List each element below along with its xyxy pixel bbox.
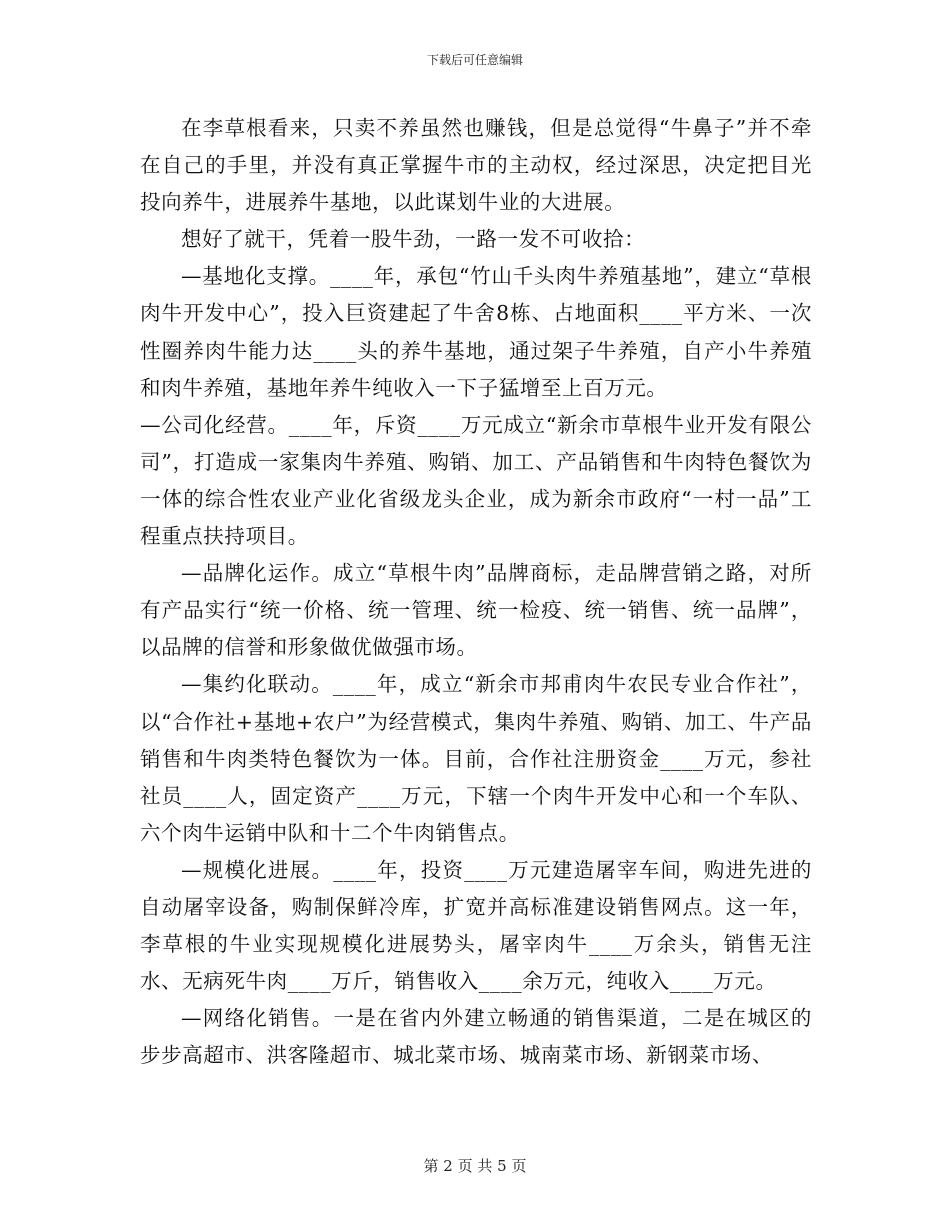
paragraph-7: —规模化进展。____年，投资____万元建造屠宰车间，购进先进的自动屠宰设备，购制保鲜冷库，扩宽并高标准建设销售网点。这一年，李草根的牛业实现规模化进展势头，屠宰肉牛____万余头，销售无注水、无病死牛肉____万斤，销售收入____余万元，纯收入____万元。 — [140, 857, 812, 994]
paragraph-4: —公司化经营。____年，斥资____万元成立“新余市草根牛业开发有限公司”，打造成一家集肉牛养殖、购销、加工、产品销售和牛肉特色餐饮为一体的综合性农业产业化省级龙头企业，成为新余市政府“一村一品”工程重点扶持项目。 — [140, 412, 812, 549]
paragraph-5: —品牌化运作。成立“草根牛肉”品牌商标，走品牌营销之路，对所有产品实行“统一价格、统一管理、统一检疫、统一销售、统一品牌”，以品牌的信誉和形象做优做强市场。 — [140, 561, 812, 660]
paragraph-3: —基地化支撑。____年，承包“竹山千头肉牛养殖基地”，建立“草根肉牛开发中心”，投入巨资建起了牛舍8栋、占地面积____平方米、一次性圈养肉牛能力达____头的养牛基地，通过架子牛养殖，自产小牛养殖和肉牛养殖，基地年养牛纯收入一下子猛增至上百万元。 — [140, 264, 812, 400]
paragraph-1: 在李草根看来，只卖不养虽然也赚钱，但是总觉得“牛鼻子”并不牵在自己的手里，并没有真正掌握牛市的主动权，经过深思，决定把目光投向养牛，进展养牛基地，以此谋划牛业的大进展。 — [140, 116, 812, 215]
page-footer: 第 2 页 共 5 页 — [423, 1157, 527, 1175]
document-body — [140, 110, 812, 1074]
paragraph-6: —集约化联动。____年，成立“新余市邦甫肉牛农民专业合作社”，以“合作社+基地+农户”为经营模式，集肉牛养殖、购销、加工、牛产品销售和牛肉类特色餐饮为一体。目前，合作社注册资金____万元，参社社员____人，固定资产____万元，下辖一个肉牛开发中心和一个车队、六个肉牛运销中队和十二个牛肉销售点。 — [140, 672, 812, 845]
paragraph-2: 想好了就干，凭着一股牛劲，一路一发不可收拾： — [181, 227, 646, 252]
page-header: 下载后可任意编辑 — [426, 53, 523, 67]
paragraph-8: —网络化销售。一是在省内外建立畅通的销售渠道，二是在城区的步步高超市、洪客隆超市、城北菜市场、城南菜市场、新钢菜市场、 — [140, 1006, 812, 1068]
